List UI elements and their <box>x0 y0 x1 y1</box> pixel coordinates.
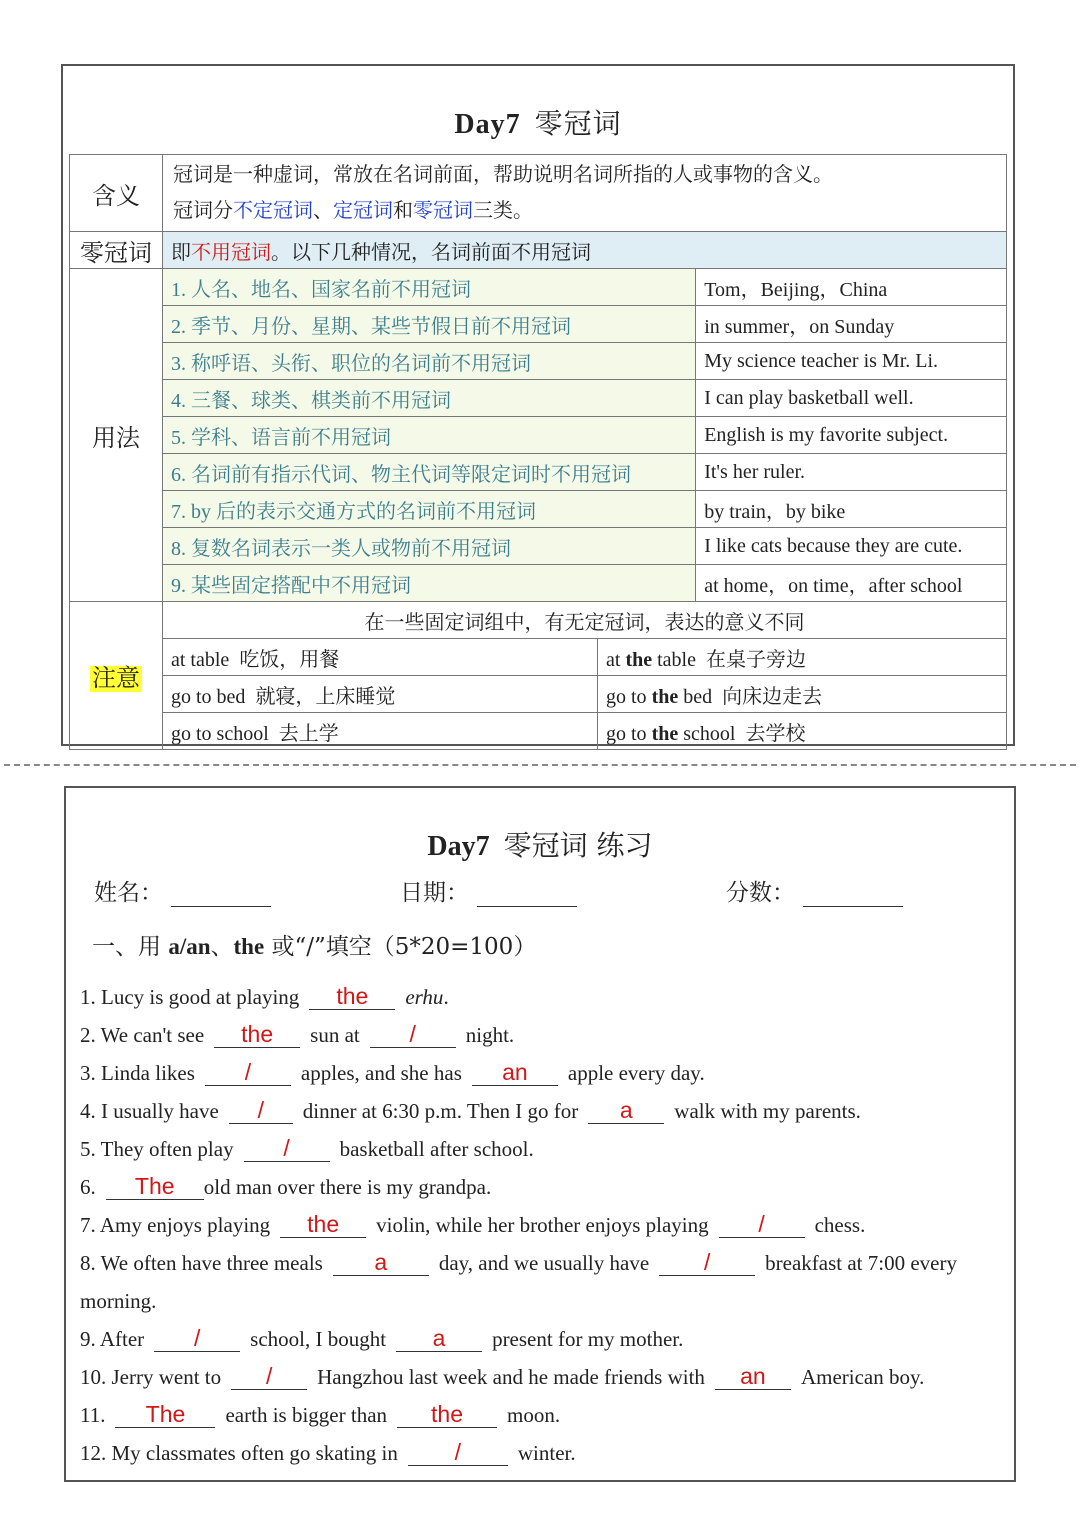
exercise-title: Day7 零冠词 练习 <box>427 829 653 862</box>
question-1: 1. Lucy is good at playing the erhu. <box>80 983 449 1009</box>
answer-blank[interactable]: a <box>396 1325 482 1352</box>
rule-example: My science teacher is Mr. Li. <box>696 343 1007 380</box>
note-header: 在一些固定词组中，有无定冠词，表达的意义不同 <box>163 602 1007 639</box>
rule-example: by train，by bike <box>696 491 1007 528</box>
rule-item: 3. 称呼语、头衔、职位的名词前不用冠词 <box>163 343 696 380</box>
answer-blank[interactable]: / <box>229 1097 293 1124</box>
answer-blank[interactable]: a <box>333 1249 429 1276</box>
answer-blank[interactable]: The <box>106 1173 204 1200</box>
answer-blank[interactable]: the <box>214 1021 300 1048</box>
name-blank[interactable] <box>171 884 271 907</box>
phrase-without-the: go to bed 就寝，上床睡觉 <box>163 676 598 713</box>
exercise-card <box>64 786 1016 1482</box>
phrase-with-the: go to the bed 向床边走去 <box>598 676 1007 713</box>
usage-label: 用法 <box>70 269 163 602</box>
rule-item: 4. 三餐、球类、棋类前不用冠词 <box>163 380 696 417</box>
rule-example: It's her ruler. <box>696 454 1007 491</box>
answer-blank[interactable]: a <box>588 1097 664 1124</box>
score-field[interactable]: 分数： <box>726 874 903 907</box>
meaning-text: 冠词是一种虚词，常放在名词前面，帮助说明名词所指的人或事物的含义。 冠词分不定冠词、定冠词和零冠词三类。 <box>163 155 1007 232</box>
answer-blank[interactable]: / <box>205 1059 291 1086</box>
rule-example: Tom，Beijing，China <box>696 269 1007 306</box>
rule-example: I can play basketball well. <box>696 380 1007 417</box>
answer-blank[interactable]: the <box>309 983 395 1010</box>
rule-example: I like cats because they are cute. <box>696 528 1007 565</box>
zero-article-text: 即不用冠词。以下几种情况，名词前面不用冠词 <box>163 232 1007 269</box>
section-heading: 一、用 a/an、the 或“/”填空（5*20=100） <box>92 934 537 960</box>
question-7: 7. Amy enjoys playing the violin, while her brother enjoys playing / chess. <box>80 1211 866 1237</box>
lesson-title-cn: 零冠词 <box>534 107 622 140</box>
answer-blank[interactable]: / <box>244 1135 330 1162</box>
question-6: 6. The old man over there is my grandpa. <box>80 1173 492 1199</box>
date-field[interactable]: 日期： <box>400 874 577 907</box>
lesson-card <box>61 64 1015 746</box>
rule-example: at home，on time，after school <box>696 565 1007 602</box>
lesson-title: Day7 零冠词 <box>454 107 622 140</box>
answer-blank[interactable]: / <box>659 1249 755 1276</box>
note-label: 注意 <box>70 602 163 750</box>
question-4: 4. I usually have / dinner at 6:30 p.m. Then I go for a walk with my parents. <box>80 1097 861 1123</box>
rule-item: 2. 季节、月份、星期、某些节假日前不用冠词 <box>163 306 696 343</box>
question-12: 12. My classmates often go skating in / winter. <box>80 1439 576 1465</box>
rule-item: 5. 学科、语言前不用冠词 <box>163 417 696 454</box>
question-9: 9. After / school, I bought a present for my mother. <box>80 1325 684 1351</box>
answer-blank[interactable]: / <box>370 1021 456 1048</box>
answer-blank[interactable]: / <box>408 1439 508 1466</box>
answer-blank[interactable]: an <box>715 1363 791 1390</box>
answer-blank[interactable]: / <box>154 1325 240 1352</box>
answer-blank[interactable]: / <box>231 1363 307 1390</box>
rule-item: 8. 复数名词表示一类人或物前不用冠词 <box>163 528 696 565</box>
answer-blank[interactable]: The <box>115 1401 215 1428</box>
question-3: 3. Linda likes / apples, and she has an apple every day. <box>80 1059 705 1085</box>
phrase-without-the: go to school 去上学 <box>163 713 598 750</box>
grammar-table <box>69 154 1007 750</box>
rule-item: 7. by 后的表示交通方式的名词前不用冠词 <box>163 491 696 528</box>
phrase-without-the: at table 吃饭，用餐 <box>163 639 598 676</box>
date-blank[interactable] <box>477 884 577 907</box>
meaning-label: 含义 <box>70 155 163 232</box>
question-11: 11. The earth is bigger than the moon. <box>80 1401 561 1427</box>
score-blank[interactable] <box>803 884 903 907</box>
answer-blank[interactable]: the <box>280 1211 366 1238</box>
answer-blank[interactable]: an <box>472 1059 558 1086</box>
question-list <box>80 978 1010 1472</box>
question-5: 5. They often play / basketball after school. <box>80 1135 534 1161</box>
rule-item: 1. 人名、地名、国家名前不用冠词 <box>163 269 696 306</box>
rule-item: 6. 名词前有指示代词、物主代词等限定词时不用冠词 <box>163 454 696 491</box>
zero-article-label: 零冠词 <box>70 232 163 269</box>
question-2: 2. We can't see the sun at / night. <box>80 1021 515 1047</box>
question-8: 8. We often have three meals a day, and we usually have / breakfast at 7:00 every morning. <box>80 1249 957 1313</box>
answer-blank[interactable]: / <box>719 1211 805 1238</box>
dashed-divider <box>4 764 1076 766</box>
name-field[interactable]: 姓名： <box>94 874 271 907</box>
rule-example: English is my favorite subject. <box>696 417 1007 454</box>
rule-item: 9. 某些固定搭配中不用冠词 <box>163 565 696 602</box>
rule-example: in summer，on Sunday <box>696 306 1007 343</box>
phrase-with-the: go to the school 去学校 <box>598 713 1007 750</box>
phrase-with-the: at the table 在桌子旁边 <box>598 639 1007 676</box>
question-10: 10. Jerry went to / Hangzhou last week and he made friends with an American boy. <box>80 1363 925 1389</box>
answer-blank[interactable]: the <box>397 1401 497 1428</box>
